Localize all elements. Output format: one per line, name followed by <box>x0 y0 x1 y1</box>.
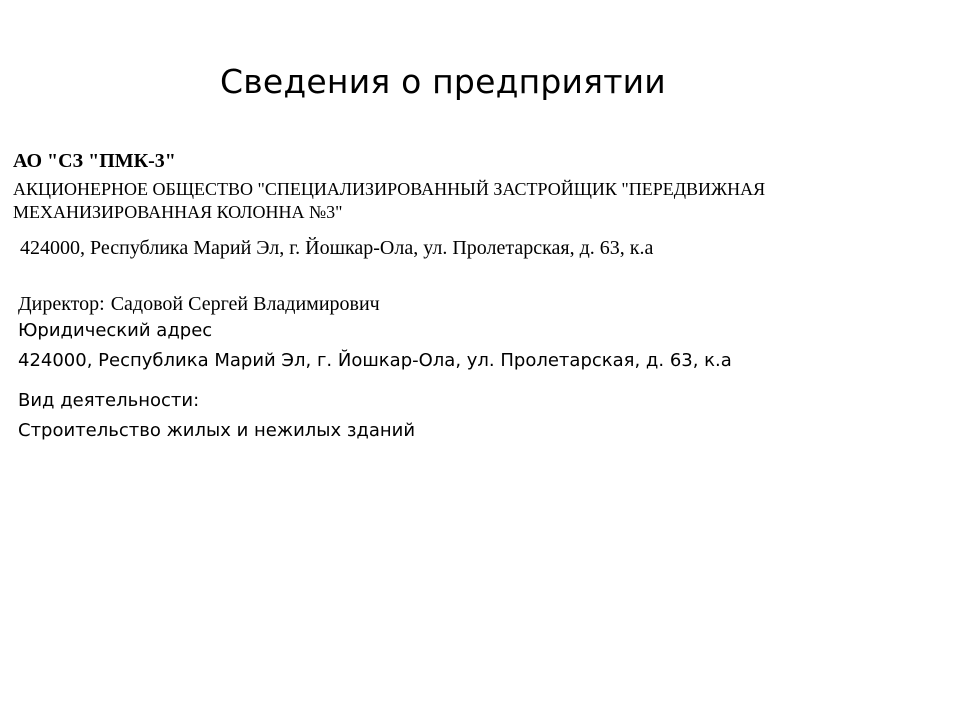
director-line <box>18 293 380 316</box>
activity-value: Строительство жилых и нежилых зданий <box>18 420 416 441</box>
slide-title: Сведения о предприятии <box>220 62 666 101</box>
activity-label: Вид деятельности: <box>18 390 200 411</box>
legal-address-label: Юридический адрес <box>18 320 213 341</box>
company-short-name: АО "СЗ "ПМК-3" <box>13 150 176 172</box>
director-name: Садовой Сергей Владимирович <box>110 293 380 315</box>
company-full-name: АКЦИОНЕРНОЕ ОБЩЕСТВО "СПЕЦИАЛИЗИРОВАННЫЙ ЗАСТРОЙЩИК "ПЕРЕДВИЖНАЯ МЕХАНИЗИРОВАННАЯ КОЛОННА №3" <box>13 179 766 222</box>
director-label: Директор: <box>18 293 105 315</box>
company-address: 424000, Республика Марий Эл, г. Йошкар-Ола, ул. Пролетарская, д. 63, к.а <box>20 237 654 259</box>
legal-address: 424000, Республика Марий Эл, г. Йошкар-Ола, ул. Пролетарская, д. 63, к.а <box>18 350 732 371</box>
